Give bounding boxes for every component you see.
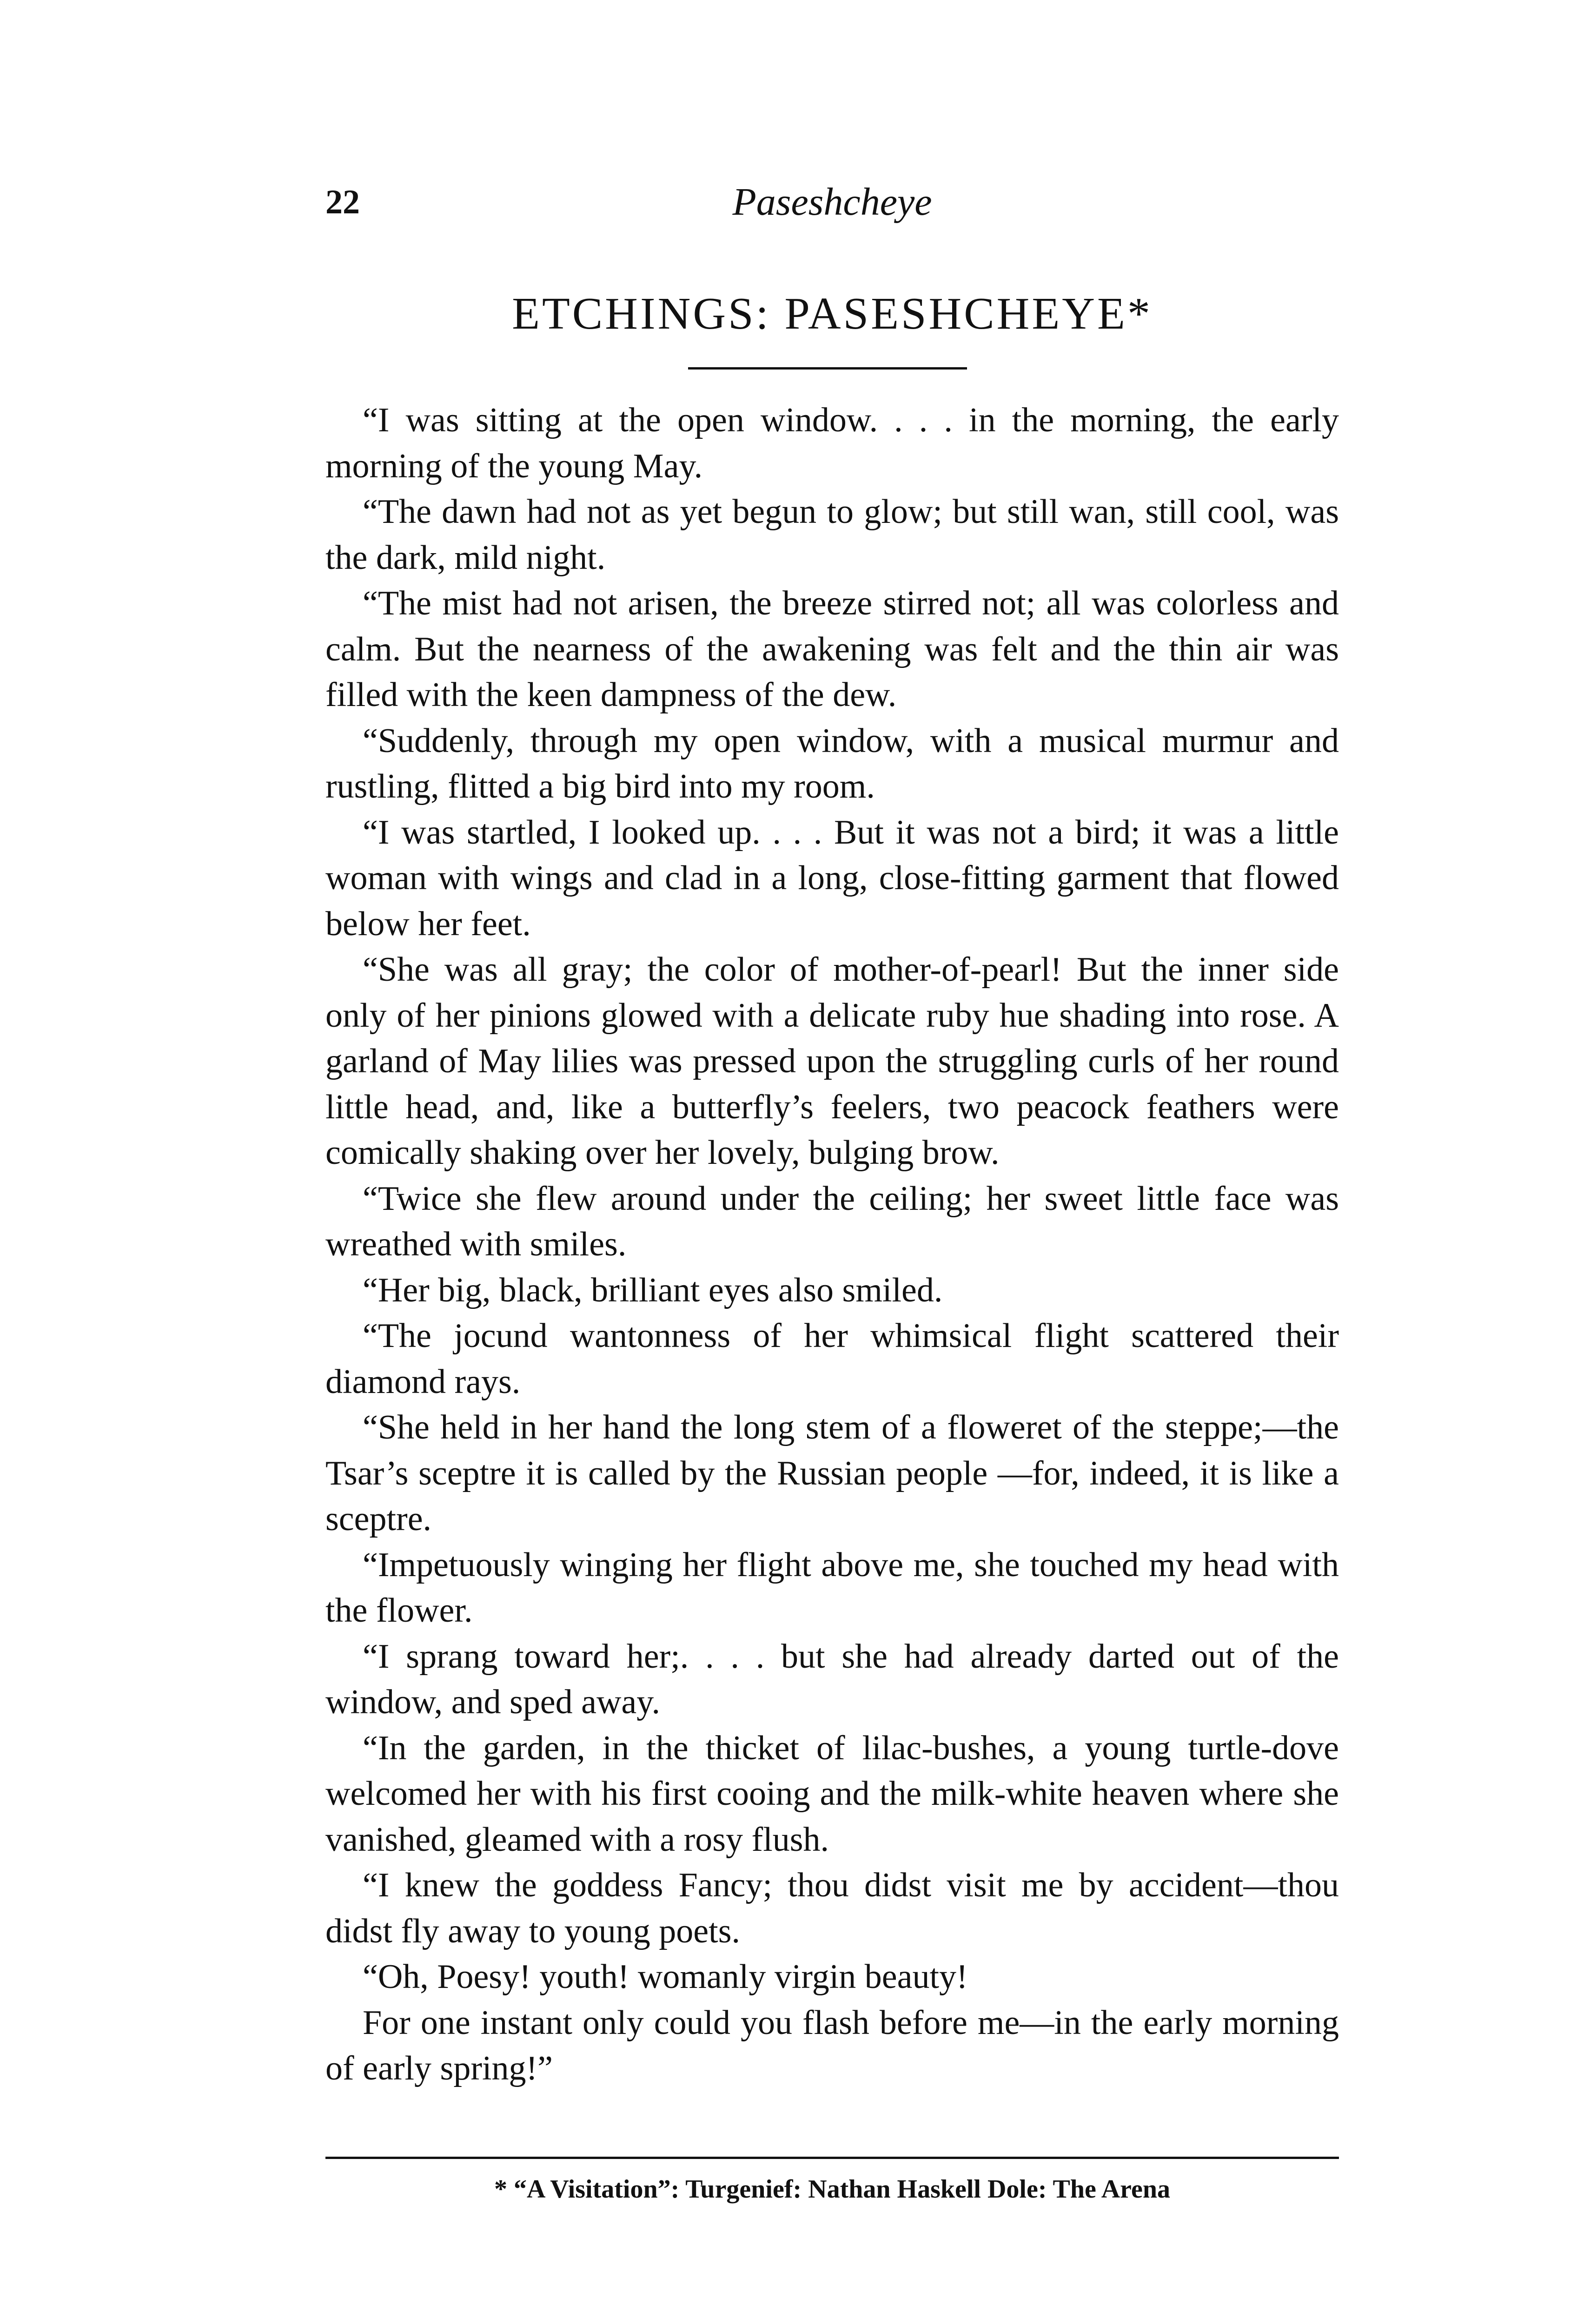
paragraph: “The jocund wantonness of her whimsical flight scattered their diamond rays.	[325, 1317, 1339, 1401]
paragraph: “She was all gray; the color of mother-of-pearl! But the inner side only of her pinions glowed with a delicate ruby hue shading into rose. A garland of May lilies was pressed upon the struggling curls of her round little head, and, like a butterfly’s feelers, two peacock feathers were comically shaking over her lovely, bulging brow.	[325, 951, 1339, 1172]
paragraph: “Twice she flew around under the ceiling; her sweet little face was wreathed with smiles.	[325, 1179, 1339, 1263]
paragraph: “She held in her hand the long stem of a floweret of the steppe;—the Tsar’s sceptre it is called by the Russian people —for, indeed, it is like a sceptre.	[325, 1408, 1339, 1538]
paragraph: “I was sitting at the open window. . . . in the morning, the early morning of the young May.	[325, 401, 1339, 485]
body-text	[325, 397, 1339, 2092]
footnote: * “A Visitation”: Turgenief: Nathan Haskell Dole: The Arena	[494, 2175, 1171, 2204]
paragraph: “I was startled, I looked up. . . . But it was not a bird; it was a little woman with wings and clad in a long, close-fitting garment that flowed below her feet.	[325, 813, 1339, 943]
paragraph: For one instant only could you flash before me—in the early morning of early spring!”	[325, 2003, 1339, 2087]
paragraph: “The mist had not arisen, the breeze stirred not; all was colorless and calm. But the nearness of the awakening was felt and the thin air was filled with the keen dampness of the dew.	[325, 584, 1339, 714]
paragraph: “Her big, black, brilliant eyes also smiled.	[363, 1271, 943, 1309]
title-rule	[688, 367, 967, 370]
paragraph: “Impetuously winging her flight above me, she touched my head with the flower.	[325, 1545, 1339, 1630]
footnote-rule	[325, 2157, 1339, 2159]
running-head	[325, 177, 1339, 228]
paragraph: “Oh, Poesy! youth! womanly virgin beauty!	[363, 1958, 968, 1996]
paragraph: “I sprang toward her;. . . . but she had already darted out of the window, and sped away.	[325, 1637, 1339, 1721]
running-title: Paseshcheye	[732, 180, 932, 224]
paragraph: “I knew the goddess Fancy; thou didst visit me by accident—thou didst fly away to young poets.	[325, 1866, 1339, 1950]
chapter-title: ETCHINGS: PASESHCHEYE*	[512, 289, 1153, 339]
paragraph: “The dawn had not as yet begun to glow; but still wan, still cool, was the dark, mild night.	[325, 493, 1339, 577]
paragraph: “In the garden, in the thicket of lilac-bushes, a young turtle-dove welcomed her with his first cooing and the milk-white heaven where she vanished, gleamed with a rosy flush.	[325, 1729, 1339, 1859]
page-number: 22	[325, 183, 360, 221]
paragraph: “Suddenly, through my open window, with a musical murmur and rustling, flitted a big bird into my room.	[325, 721, 1339, 805]
